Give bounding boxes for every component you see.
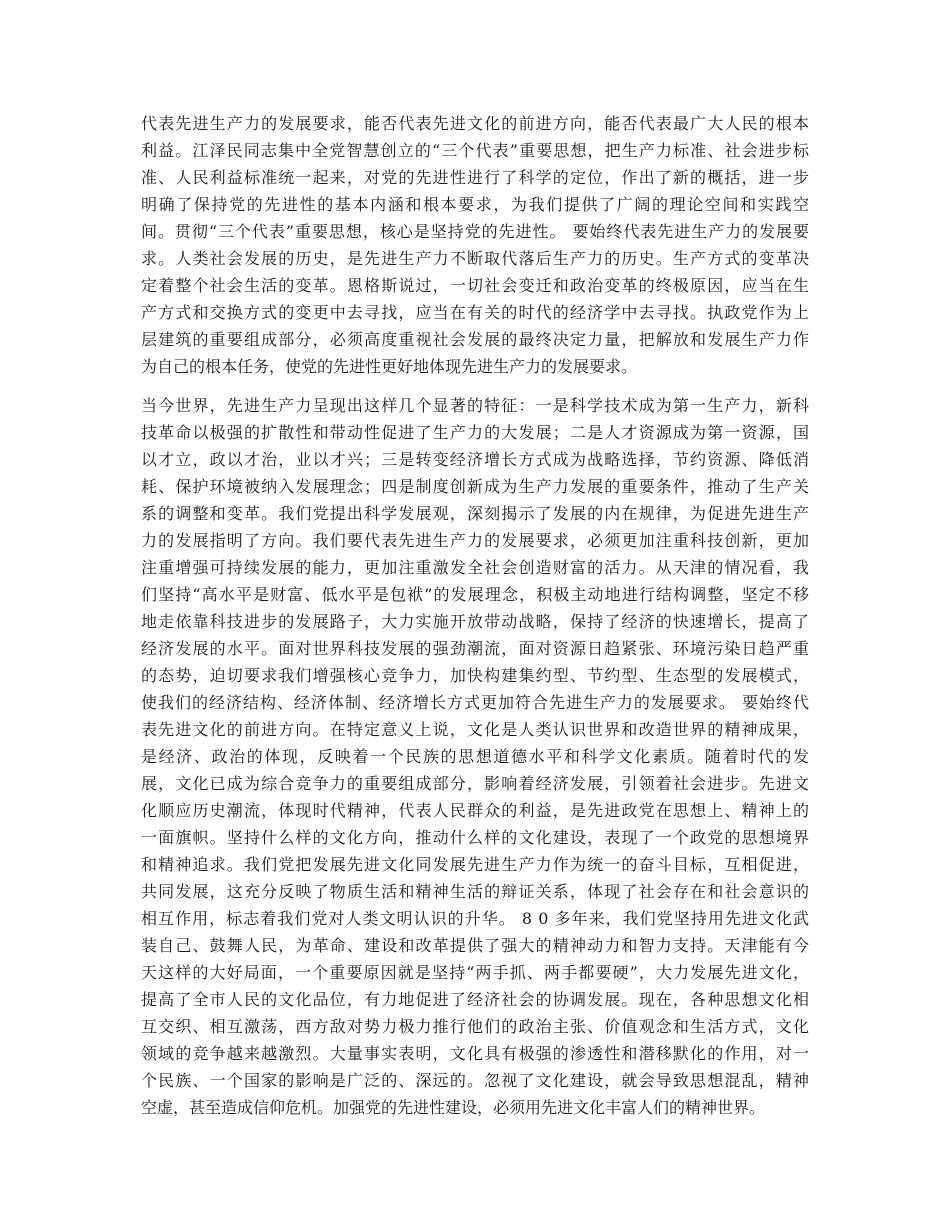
document-page <box>141 110 809 1121</box>
text-line: 准、人民利益标准统一起来，对党的先进性进行了科学的定位，作出了新的概括，进一步 <box>141 168 809 187</box>
text-line: 产方式和交换方式的变更中去寻找，应当在有关的时代的经济学中去寻找。执政党作为上 <box>141 303 809 322</box>
text-line: 当今世界，先进生产力呈现出这样几个显著的特征：一是科学技术成为第一生产力，新科 <box>141 396 809 415</box>
text-line: 代表先进生产力的发展要求，能否代表先进文化的前进方向，能否代表最广大人民的根本 <box>141 114 809 133</box>
text-line: 耗、保护环境被纳入发展理念；四是制度创新成为生产力发展的重要条件，推动了生产关 <box>141 477 809 496</box>
text-line: 间。贯彻“三个代表”重要思想，核心是坚持党的先进性。 要始终代表先进生产力的发展要 <box>141 222 809 241</box>
text-line: 明确了保持党的先进性的基本内涵和根本要求，为我们提供了广阔的理论空间和实践空 <box>141 195 809 214</box>
text-line: 化顺应历史潮流，体现时代精神，代表人民群众的利益，是先进政党在思想上、精神上的 <box>141 801 809 820</box>
text-line: 地走依靠科技进步的发展路子，大力实施开放带动战略，保持了经济的快速增长，提高了 <box>141 612 809 631</box>
text-line: 天这样的大好局面，一个重要原因就是坚持“两手抓、两手都要硬”，大力发展先进文化， <box>141 963 809 982</box>
text-line: 以才立，政以才治，业以才兴；三是转变经济增长方式成为战略选择，节约资源、降低消 <box>141 450 809 469</box>
paragraph-2 <box>141 392 809 1121</box>
text-line: 表先进文化的前进方向。在特定意义上说，文化是人类认识世界和改造世界的精神成果， <box>141 720 809 739</box>
text-line: 求。人类社会发展的历史，是先进生产力不断取代落后生产力的历史。生产方式的变革决 <box>141 249 809 268</box>
text-line: 层建筑的重要组成部分，必须高度重视社会发展的最终决定力量，把解放和发展生产力作 <box>141 330 809 349</box>
text-line: 个民族、一个国家的影响是广泛的、深远的。忽视了文化建设，就会导致思想混乱，精神 <box>141 1071 809 1090</box>
text-line: 经济发展的水平。面对世界科技发展的强劲潮流，面对资源日趋紧张、环境污染日趋严重 <box>141 639 809 658</box>
text-line: 和精神追求。我们党把发展先进文化同发展先进生产力作为统一的奋斗目标，互相促进， <box>141 855 809 874</box>
paragraph-gap <box>141 380 809 392</box>
text-line: 力的发展指明了方向。我们要代表先进生产力的发展要求，必须更加注重科技创新，更加 <box>141 531 809 550</box>
document-body <box>141 110 809 1121</box>
text-line: 的态势，迫切要求我们增强核心竞争力，加快构建集约型、节约型、生态型的发展模式， <box>141 666 809 685</box>
text-line: 提高了全市人民的文化品位，有力地促进了经济社会的协调发展。现在，各种思想文化相 <box>141 990 809 1009</box>
text-line: 是经济、政治的体现，反映着一个民族的思想道德水平和科学文化素质。随着时代的发 <box>141 747 809 766</box>
text-line: 使我们的经济结构、经济体制、经济增长方式更加符合先进生产力的发展要求。 要始终代 <box>141 693 809 712</box>
text-line: 空虚，甚至造成信仰危机。加强党的先进性建设，必须用先进文化丰富人们的精神世界。 <box>141 1098 766 1117</box>
paragraph-1 <box>141 110 809 380</box>
text-line: 展，文化已成为综合竞争力的重要组成部分，影响着经济发展，引领着社会进步。先进文 <box>141 774 809 793</box>
text-line: 注重增强可持续发展的能力，更加注重激发全社会创造财富的活力。从天津的情况看，我 <box>141 558 809 577</box>
text-line: 定着整个社会生活的变革。恩格斯说过，一切社会变迁和政治变革的终极原因，应当在生 <box>141 276 809 295</box>
text-line: 们坚持“高水平是财富、低水平是包袱”的发展理念，积极主动地进行结构调整，坚定不移 <box>141 585 809 604</box>
text-line: 互交织、相互激荡，西方敌对势力极力推行他们的政治主张、价值观念和生活方式，文化 <box>141 1017 809 1036</box>
text-line: 系的调整和变革。我们党提出科学发展观，深刻揭示了发展的内在规律，为促进先进生产 <box>141 504 809 523</box>
text-line: 相互作用，标志着我们党对人类文明认识的升华。 8 0 多年来，我们党坚持用先进文化武 <box>141 909 809 928</box>
text-line: 一面旗帜。坚持什么样的文化方向，推动什么样的文化建设，表现了一个政党的思想境界 <box>141 828 809 847</box>
text-line: 为自己的根本任务，使党的先进性更好地体现先进生产力的发展要求。 <box>141 357 638 376</box>
text-line: 装自己、鼓舞人民，为革命、建设和改革提供了强大的精神动力和智力支持。天津能有今 <box>141 936 809 955</box>
text-line: 技革命以极强的扩散性和带动性促进了生产力的大发展；二是人才资源成为第一资源，国 <box>141 423 809 442</box>
text-line: 共同发展，这充分反映了物质生活和精神生活的辩证关系，体现了社会存在和社会意识的 <box>141 882 809 901</box>
text-line: 利益。江泽民同志集中全党智慧创立的“三个代表”重要思想，把生产力标准、社会进步标 <box>141 141 809 160</box>
text-line: 领域的竞争越来越激烈。大量事实表明，文化具有极强的渗透性和潜移默化的作用，对一 <box>141 1044 809 1063</box>
